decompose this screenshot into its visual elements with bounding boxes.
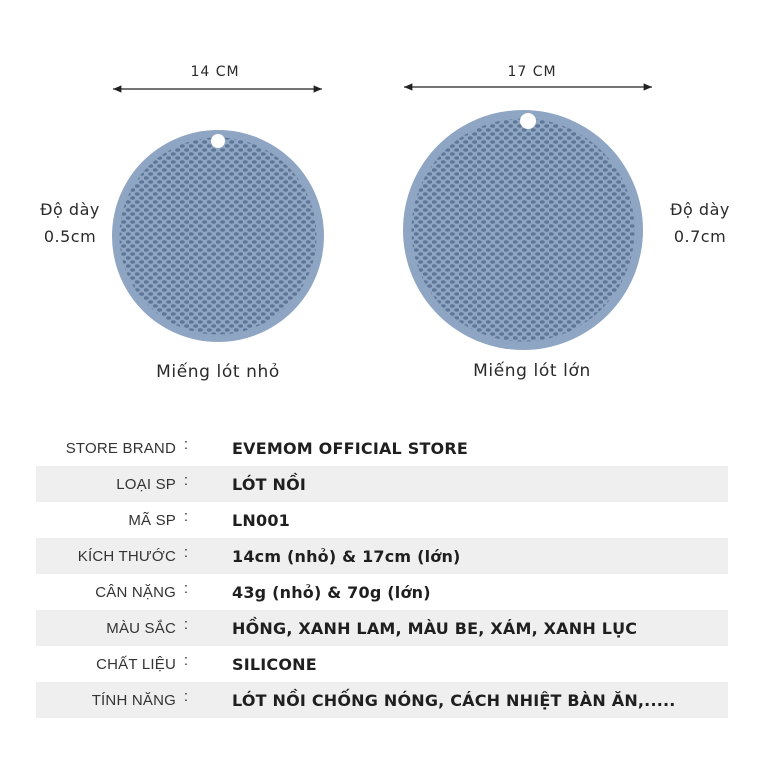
spec-value: EVEMOM OFFICIAL STORE bbox=[232, 438, 469, 458]
spec-table bbox=[36, 430, 728, 718]
large-pad-image bbox=[403, 110, 643, 350]
spec-key: MÃ SP bbox=[128, 511, 176, 529]
spec-row-code bbox=[36, 502, 728, 538]
spec-colon: : bbox=[183, 579, 189, 597]
spec-value: 14cm (nhỏ) & 17cm (lớn) bbox=[232, 546, 461, 566]
spec-row-brand bbox=[36, 430, 728, 466]
small-pad-image bbox=[112, 130, 324, 342]
spec-key: STORE BRAND bbox=[65, 439, 176, 457]
spec-key: TÍNH NĂNG bbox=[91, 691, 176, 709]
spec-value: LN001 bbox=[232, 510, 290, 530]
spec-colon: : bbox=[183, 615, 189, 633]
spec-value: LÓT NỒI bbox=[232, 474, 307, 494]
large-thickness-value: 0.7cm bbox=[673, 227, 727, 246]
spec-colon: : bbox=[183, 435, 189, 453]
small-thickness-value: 0.5cm bbox=[43, 227, 97, 246]
spec-value: 43g (nhỏ) & 70g (lớn) bbox=[232, 582, 431, 602]
spec-key: CÂN NẶNG bbox=[95, 583, 176, 601]
spec-row-color bbox=[36, 610, 728, 646]
spec-colon: : bbox=[183, 543, 189, 561]
spec-key: CHẤT LIỆU bbox=[96, 655, 176, 673]
large-thickness-label bbox=[650, 196, 750, 250]
spec-key: MÀU SẮC bbox=[106, 619, 176, 637]
large-pad-caption: Miếng lót lớn bbox=[473, 361, 591, 381]
spec-row-features bbox=[36, 682, 728, 718]
large-width-label: 17 CM bbox=[507, 64, 557, 80]
spec-value: LÓT NỒI CHỐNG NÓNG, CÁCH NHIỆT BÀN ĂN,..... bbox=[232, 690, 676, 710]
spec-colon: : bbox=[183, 471, 189, 489]
spec-key: LOẠI SP bbox=[116, 475, 176, 493]
large-thickness-title: Độ dày bbox=[670, 200, 730, 219]
spec-row-type bbox=[36, 466, 728, 502]
spec-value: HỒNG, XANH LAM, MÀU BE, XÁM, XANH LỤC bbox=[232, 618, 638, 638]
small-thickness-label bbox=[20, 196, 120, 250]
spec-colon: : bbox=[183, 651, 189, 669]
spec-key: KÍCH THƯỚC bbox=[77, 547, 176, 565]
spec-colon: : bbox=[183, 507, 189, 525]
spec-value: SILICONE bbox=[232, 654, 317, 674]
spec-row-material bbox=[36, 646, 728, 682]
small-width-label: 14 CM bbox=[190, 64, 240, 80]
small-thickness-title: Độ dày bbox=[40, 200, 100, 219]
spec-row-weight bbox=[36, 574, 728, 610]
small-pad-caption: Miếng lót nhỏ bbox=[156, 362, 280, 382]
spec-colon: : bbox=[183, 687, 189, 705]
spec-row-size bbox=[36, 538, 728, 574]
